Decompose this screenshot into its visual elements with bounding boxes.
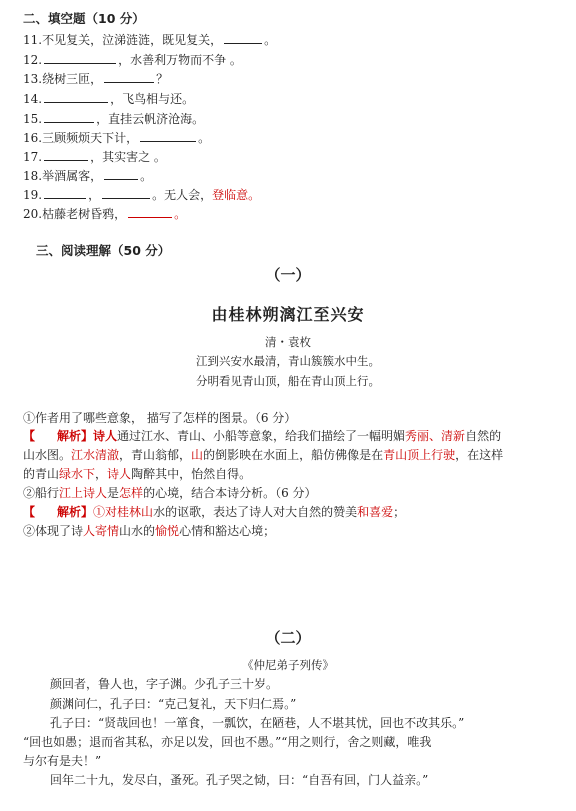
fill-text-highlight: 登临意。 — [212, 188, 261, 202]
question-1: ①作者用了哪些意象， 描写了怎样的图景。（6 分） — [23, 411, 297, 425]
section-fill-heading: 二、填空题（10 分） — [23, 11, 145, 26]
answer-text: 自然的 — [465, 429, 502, 443]
answer-highlight: 桂林山 — [117, 505, 154, 519]
fill-text: ， — [88, 188, 101, 202]
poem-title: 由桂林朔漓江至兴安 — [211, 305, 365, 324]
answer-text: 通过江水、青山、小船等意象，给我们描绘了一幅明媚 — [117, 429, 406, 443]
passage-line-3: 孔子曰：“贤哉回也！一箪食，一瓢饮，在陋巷，人不堪其忧，回也不改其乐。” — [50, 716, 465, 730]
answer-highlight: 人寄情 — [83, 524, 120, 538]
answer-text: 山水的 — [119, 524, 156, 538]
fill-item-20 — [23, 205, 186, 222]
answer-highlight: 山 — [191, 448, 204, 462]
passage-line-4: “回也如愚；退而省其私，亦足以发，回也不愚。”“用之则行，舍之则藏，唯我 — [23, 735, 432, 749]
fill-text: ，水善利万物而不争 。 — [118, 53, 242, 67]
fill-text: 11.不见复关，泣涕涟涟，既见复关， — [23, 33, 223, 47]
fill-text: ，其实害之 。 — [90, 150, 166, 164]
answer-head: 解析】 — [57, 505, 94, 519]
answer-2-line-1 — [23, 503, 405, 521]
text-source: 《仲尼弟子列传》 — [242, 658, 334, 672]
fill-text: ？ — [156, 72, 169, 86]
fill-text: 13.绕树三匝， — [23, 72, 103, 86]
answer-highlight: 秀丽、清新 — [405, 429, 466, 443]
answer-blank[interactable] — [224, 32, 262, 44]
answer-2-line-2 — [23, 522, 275, 540]
answer-text: 水的讴歌，表达了诗人对大自然的赞美 — [153, 505, 358, 519]
answer-blank[interactable] — [44, 111, 94, 123]
answer-blank[interactable] — [104, 168, 138, 180]
fill-text: 。 — [140, 169, 153, 183]
question-2 — [23, 484, 317, 502]
fill-text: 。 — [174, 207, 187, 221]
fill-text: 19. — [23, 188, 43, 202]
fill-text: 。 — [264, 33, 277, 47]
passage-line-1: 颜回者，鲁人也，字子渊。少孔子三十岁。 — [50, 677, 279, 691]
answer-text: ，在这样 — [455, 448, 504, 462]
answer-highlight: 愉悦 — [155, 524, 180, 538]
answer-text: ， — [95, 467, 108, 481]
question-highlight: 江上诗人 — [59, 486, 108, 500]
poem-line-2: 分明看见青山顶，船在青山顶上行。 — [196, 374, 380, 388]
passage-line-6: 回年二十九，发尽白，蚤死。孔子哭之恸，曰：“自吾有回，门人益亲。” — [50, 773, 429, 787]
answer-tag: 【 — [23, 505, 36, 519]
fill-text: 。无人会， — [152, 188, 213, 202]
question-highlight: 怎样 — [119, 486, 144, 500]
answer-1-line-3 — [23, 465, 251, 483]
fill-item-18 — [23, 167, 152, 184]
fill-item-17 — [23, 148, 166, 165]
answer-tag: 【 — [23, 429, 36, 443]
fill-item-19 — [23, 186, 260, 203]
answer-head: 解析】诗人 — [57, 429, 118, 443]
answer-blank[interactable] — [102, 187, 150, 199]
fill-text: ，飞鸟相与还。 — [110, 92, 195, 106]
answer-highlight: 和喜爱 — [357, 505, 394, 519]
answer-blank[interactable] — [44, 149, 88, 161]
fill-item-11 — [23, 31, 276, 48]
fill-text: ，直挂云帆济沧海。 — [96, 112, 205, 126]
answer-text: 的青山 — [23, 467, 60, 481]
fill-text: 15. — [23, 112, 43, 126]
answer-blank[interactable] — [44, 187, 86, 199]
answer-blank[interactable] — [44, 91, 108, 103]
fill-text: 12. — [23, 53, 43, 67]
answer-highlight: ①对 — [93, 505, 118, 519]
answer-blank[interactable] — [140, 130, 196, 142]
fill-item-15 — [23, 110, 204, 127]
part-two-label: （二） — [265, 629, 311, 647]
answer-1-line-1 — [23, 427, 501, 445]
poem-line-1: 江到兴安水最清，青山簇簇水中生。 — [196, 354, 380, 368]
fill-text: 20.枯藤老树昏鸦， — [23, 207, 127, 221]
fill-item-14 — [23, 90, 194, 107]
answer-text: 心情和豁达心境； — [179, 524, 276, 538]
answer-blank[interactable] — [44, 52, 116, 64]
fill-item-12 — [23, 51, 242, 68]
answer-1-line-2 — [23, 446, 503, 464]
answer-text: ②体现了诗 — [23, 524, 84, 538]
answer-text: ； — [393, 505, 406, 519]
answer-blank[interactable] — [128, 206, 172, 218]
fill-item-16 — [23, 129, 210, 146]
fill-item-13 — [23, 70, 168, 87]
fill-text: 16.三顾频烦天下计， — [23, 131, 139, 145]
question-text: 的心境，结合本诗分析。（6 分） — [143, 486, 317, 500]
section-reading-heading: 三、阅读理解（50 分） — [36, 243, 171, 258]
fill-text: 。 — [198, 131, 211, 145]
answer-highlight: 绿水下 — [59, 467, 96, 481]
answer-highlight: 青山顶上行驶 — [383, 448, 456, 462]
question-text: ②船行 — [23, 486, 60, 500]
answer-text: ，青山翁郁， — [119, 448, 192, 462]
answer-text: 山水图。 — [23, 448, 72, 462]
answer-highlight: 诗人 — [107, 467, 132, 481]
fill-text: 14. — [23, 92, 43, 106]
part-one-label: （一） — [265, 266, 311, 284]
question-text: 是 — [107, 486, 120, 500]
answer-text: 陶醉其中，怡然自得。 — [131, 467, 252, 481]
fill-text: 17. — [23, 150, 43, 164]
poem-author: 清・袁枚 — [265, 335, 311, 349]
passage-line-2: 颜渊问仁，孔子曰：“克己复礼，天下归仁焉。” — [50, 697, 297, 711]
answer-blank[interactable] — [104, 71, 154, 83]
answer-highlight: 江水清澈 — [71, 448, 120, 462]
passage-line-5: 与尔有是夫！” — [23, 754, 102, 768]
answer-text: 的倒影映在水面上，船仿佛像是在 — [203, 448, 384, 462]
fill-text: 18.举酒属客， — [23, 169, 103, 183]
